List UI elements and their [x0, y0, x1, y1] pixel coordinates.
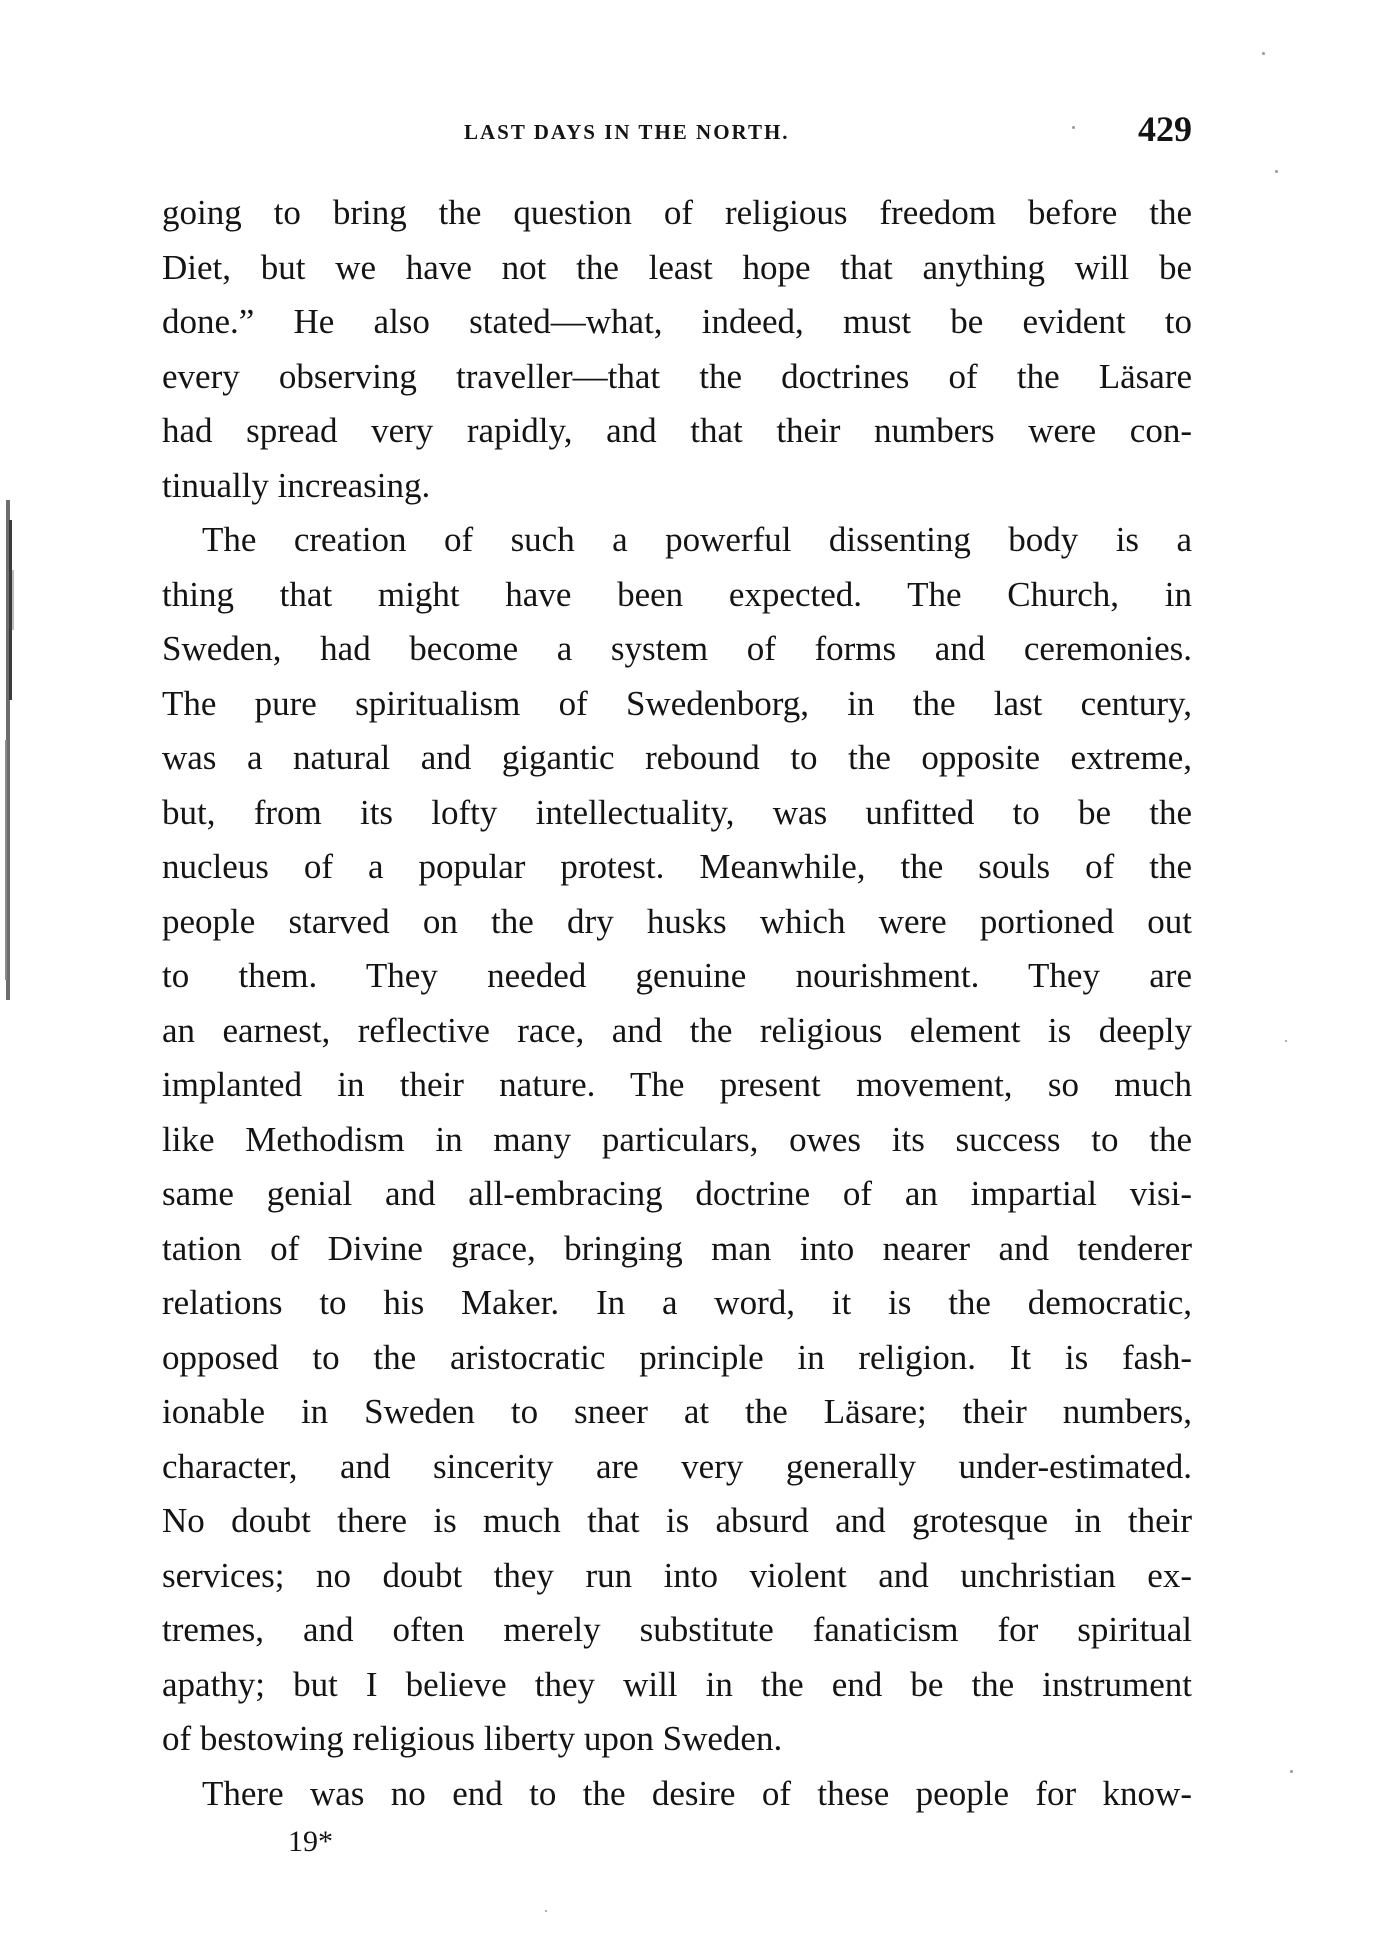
scan-speck	[1290, 1770, 1293, 1773]
text-line: going to bring the question of religious freedom before the	[162, 193, 1192, 232]
text-line: character, and sincerity are very generally under-estimated.	[162, 1446, 1192, 1486]
running-head	[162, 108, 1192, 158]
text-line: same genial and all-embracing doctrine of an impartial visi-	[162, 1174, 1192, 1213]
text-line: every observing traveller—that the doctrines of the Läsare	[162, 356, 1192, 396]
text-line: Diet, but we have not the least hope that anything will be	[162, 247, 1192, 287]
text-line: apathy; but I believe they will in the end be the instrument	[162, 1664, 1192, 1704]
page-number: 429	[1138, 109, 1192, 149]
text-line: but, from its lofty intellectuality, was unfitted to be the	[162, 792, 1192, 832]
text-line: nucleus of a popular protest. Meanwhile, the souls of the	[162, 847, 1192, 886]
text-line: No doubt there is much that is absurd and grotesque in their	[162, 1501, 1192, 1540]
body-text	[162, 186, 1192, 1821]
text-line: to them. They needed genuine nourishment. They are	[162, 956, 1192, 995]
text-line: The pure spiritualism of Swedenborg, in the last century,	[162, 683, 1192, 723]
text-line: tremes, and often merely substitute fanaticism for spiritual	[162, 1610, 1192, 1649]
text-line: tation of Divine grace, bringing man into nearer and tenderer	[162, 1228, 1192, 1268]
text-line: opposed to the aristocratic principle in religion. It is fash-	[162, 1337, 1192, 1377]
text-line: people starved on the dry husks which were portioned out	[162, 901, 1192, 941]
text-line: relations to his Maker. In a word, it is the democratic,	[162, 1283, 1192, 1322]
text-line: done.” He also stated—what, indeed, must be evident to	[162, 302, 1192, 341]
text-line: ionable in Sweden to sneer at the Läsare; their numbers,	[162, 1392, 1192, 1431]
text-line: implanted in their nature. The present movement, so much	[162, 1065, 1192, 1104]
scan-speck	[545, 1910, 547, 1912]
scan-speck	[1275, 170, 1278, 173]
scan-edge-shadow	[0, 480, 30, 1040]
scan-speck	[1262, 52, 1265, 55]
text-line: of bestowing religious liberty upon Sweden.	[162, 1719, 783, 1758]
text-line: tinually increasing.	[162, 465, 431, 505]
paragraph-start-line: There was no end to the desire of these people for know-	[202, 1773, 1192, 1813]
signature-mark: 19*	[288, 1825, 333, 1858]
text-line: like Methodism in many particulars, owes its success to the	[162, 1119, 1192, 1159]
text-line: thing that might have been expected. The Church, in	[162, 574, 1192, 614]
running-title: LAST DAYS IN THE NORTH.	[464, 120, 790, 144]
text-line: services; no doubt they run into violent and unchristian ex-	[162, 1555, 1192, 1595]
text-line: had spread very rapidly, and that their numbers were con-	[162, 411, 1192, 450]
scan-speck	[1285, 1040, 1287, 1042]
text-line: an earnest, reflective race, and the religious element is deeply	[162, 1010, 1192, 1050]
text-line: Sweden, had become a system of forms and ceremonies.	[162, 629, 1192, 668]
text-line: was a natural and gigantic rebound to the opposite extreme,	[162, 738, 1192, 777]
paragraph-start-line: The creation of such a powerful dissenting body is a	[202, 520, 1192, 559]
